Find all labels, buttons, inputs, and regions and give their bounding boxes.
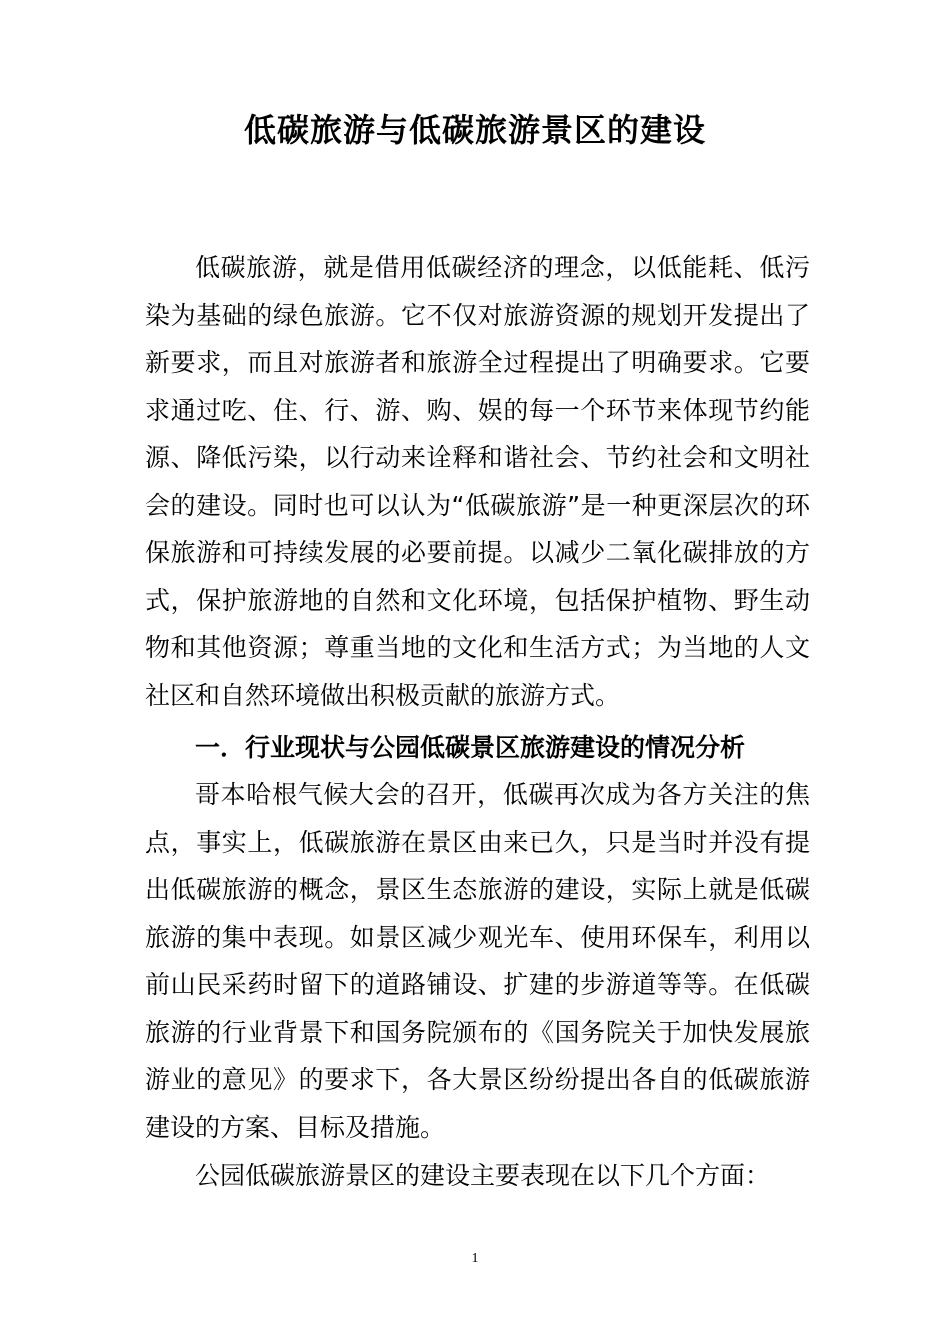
page-number: 1 (471, 1251, 479, 1266)
section-heading: 一．行业现状与公园低碳景区旅游建设的情况分析 (195, 733, 746, 762)
intro-paragraph: 低碳旅游，就是借用低碳经济的理念，以低能耗、低污染为基础的绿色旅游。它不仅对旅游资源的规划开发提出了新要求，而且对旅游者和旅游全过程提出了明确要求。它要求通过吃、住、行、游、购、娱的每一个环节来体现节约能源、降低污染，以行动来诠释和谐社会、节约社会和文明社会的建设。同时也可以认为“低碳旅游”是一种更深层次的环保旅游和可持续发展的必要前提。以减少二氧化碳排放的方式，保护旅游地的自然和文化环境，包括保护植物、野生动物和其他资源；尊重当地的文化和生活方式；为当地的人文社区和自然环境做出积极贡献的旅游方式。 (145, 253, 810, 710)
body-paragraph: 哥本哈根气候大会的召开，低碳再次成为各方关注的焦点，事实上，低碳旅游在景区由来已久，只是当时并没有提出低碳旅游的概念，景区生态旅游的建设，实际上就是低碳旅游的集中表现。如景区减少观光车、使用环保车，利用以前山民采药时留下的道路铺设、扩建的步游道等等。在低碳旅游的行业背景下和国务院颁布的《国务院关于加快发展旅游业的意见》的要求下，各大景区纷纷提出各自的低碳旅游建设的方案、目标及措施。 (145, 780, 810, 1142)
page-title: 低碳旅游与低碳旅游景区的建设 (243, 111, 706, 149)
body-paragraph: 公园低碳旅游景区的建设主要表现在以下几个方面： (195, 1161, 771, 1190)
